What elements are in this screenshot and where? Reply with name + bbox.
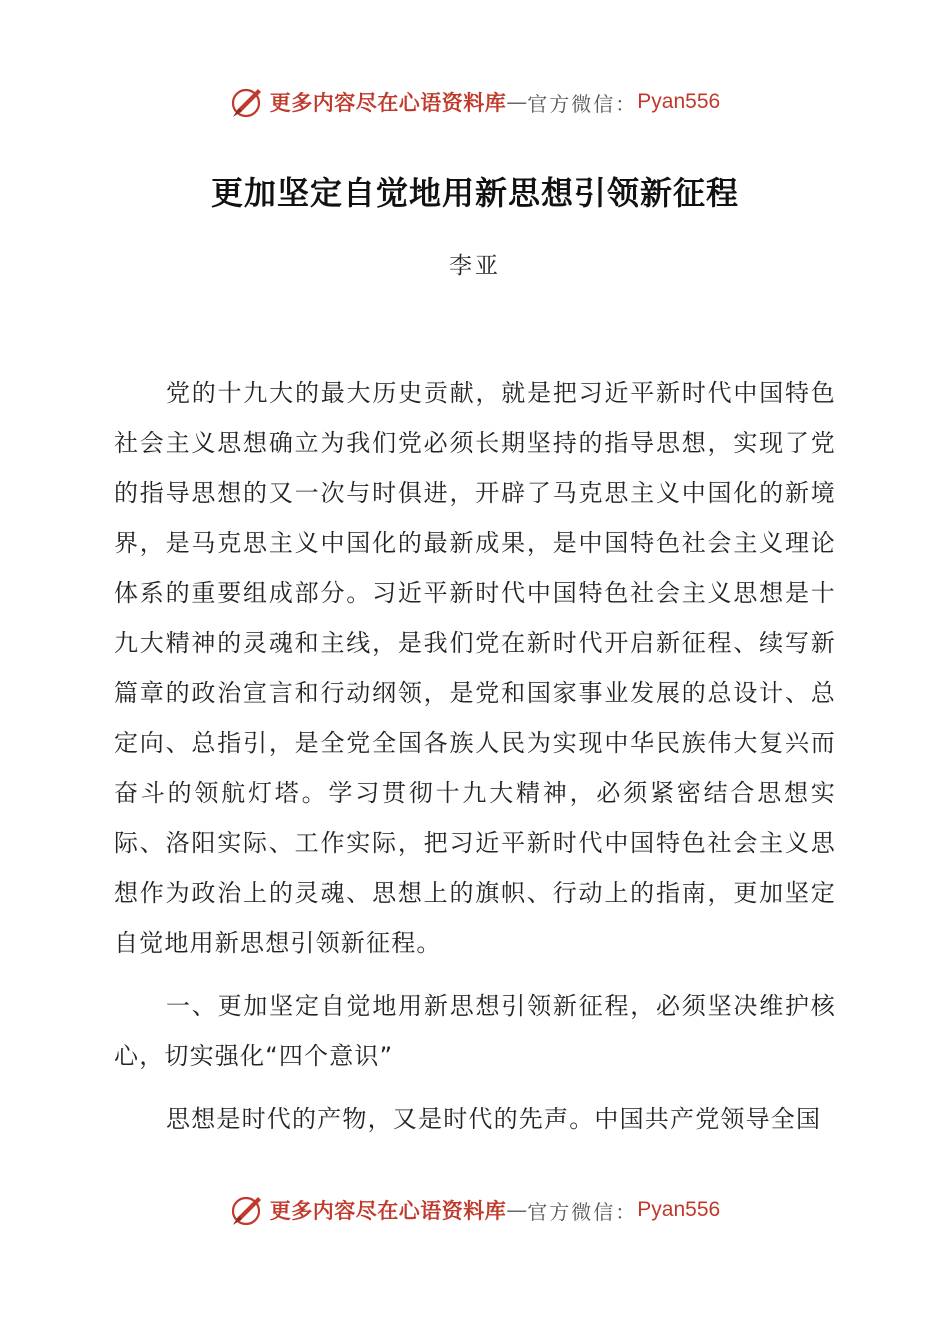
section-heading-1: 一、更加坚定自觉地用新思想引领新征程，必须坚决维护核心，切实强化“四个意识” <box>114 992 836 1070</box>
document-author: 李亚 <box>449 253 501 279</box>
watermark-text: 更多内容尽在心语资料库 <box>269 90 507 115</box>
quill-logo-icon <box>230 1193 266 1227</box>
document-body <box>114 368 836 1144</box>
watermark-wechat-label: 官方微信： <box>527 1199 638 1224</box>
watermark-dash: — <box>506 1198 528 1222</box>
footer-watermark-banner <box>0 1190 950 1230</box>
watermark-text: 更多内容尽在心语资料库 <box>269 1198 507 1223</box>
watermark-dash: — <box>506 90 528 114</box>
watermark-wechat-id: Pyan556 <box>637 90 721 113</box>
watermark-wechat-label: 官方微信： <box>527 91 638 116</box>
body-paragraph-1: 党的十九大的最大历史贡献，就是把习近平新时代中国特色社会主义思想确立为我们党必须长期坚持的指导思想，实现了党的指导思想的又一次与时俱进，开辟了马克思主义中国化的新境界，是马克思主义中国化的最新成果，是中国特色社会主义理论体系的重要组成部分。习近平新时代中国特色社会主义思想是十九大精神的灵魂和主线，是我们党在新时代开启新征程、续写新篇章的政治宣言和行动纲领，是党和国家事业发展的总设计、总定向、总指引，是全党全国各族人民为实现中华民族伟大复兴而奋斗的领航灯塔。学习贯彻十九大精神，必须紧密结合思想实际、洛阳实际、工作实际，把习近平新时代中国特色社会主义思想作为政治上的灵魂、思想上的旗帜、行动上的指南，更加坚定自觉地用新思想引领新征程。 <box>114 379 836 957</box>
body-paragraph-2: 思想是时代的产物，又是时代的先声。中国共产党领导全国 <box>166 1105 822 1133</box>
header-watermark-banner <box>0 82 950 122</box>
watermark-wechat-id: Pyan556 <box>637 1198 721 1221</box>
document-title: 更加坚定自觉地用新思想引领新征程 <box>210 174 739 212</box>
quill-logo-icon <box>230 85 266 119</box>
